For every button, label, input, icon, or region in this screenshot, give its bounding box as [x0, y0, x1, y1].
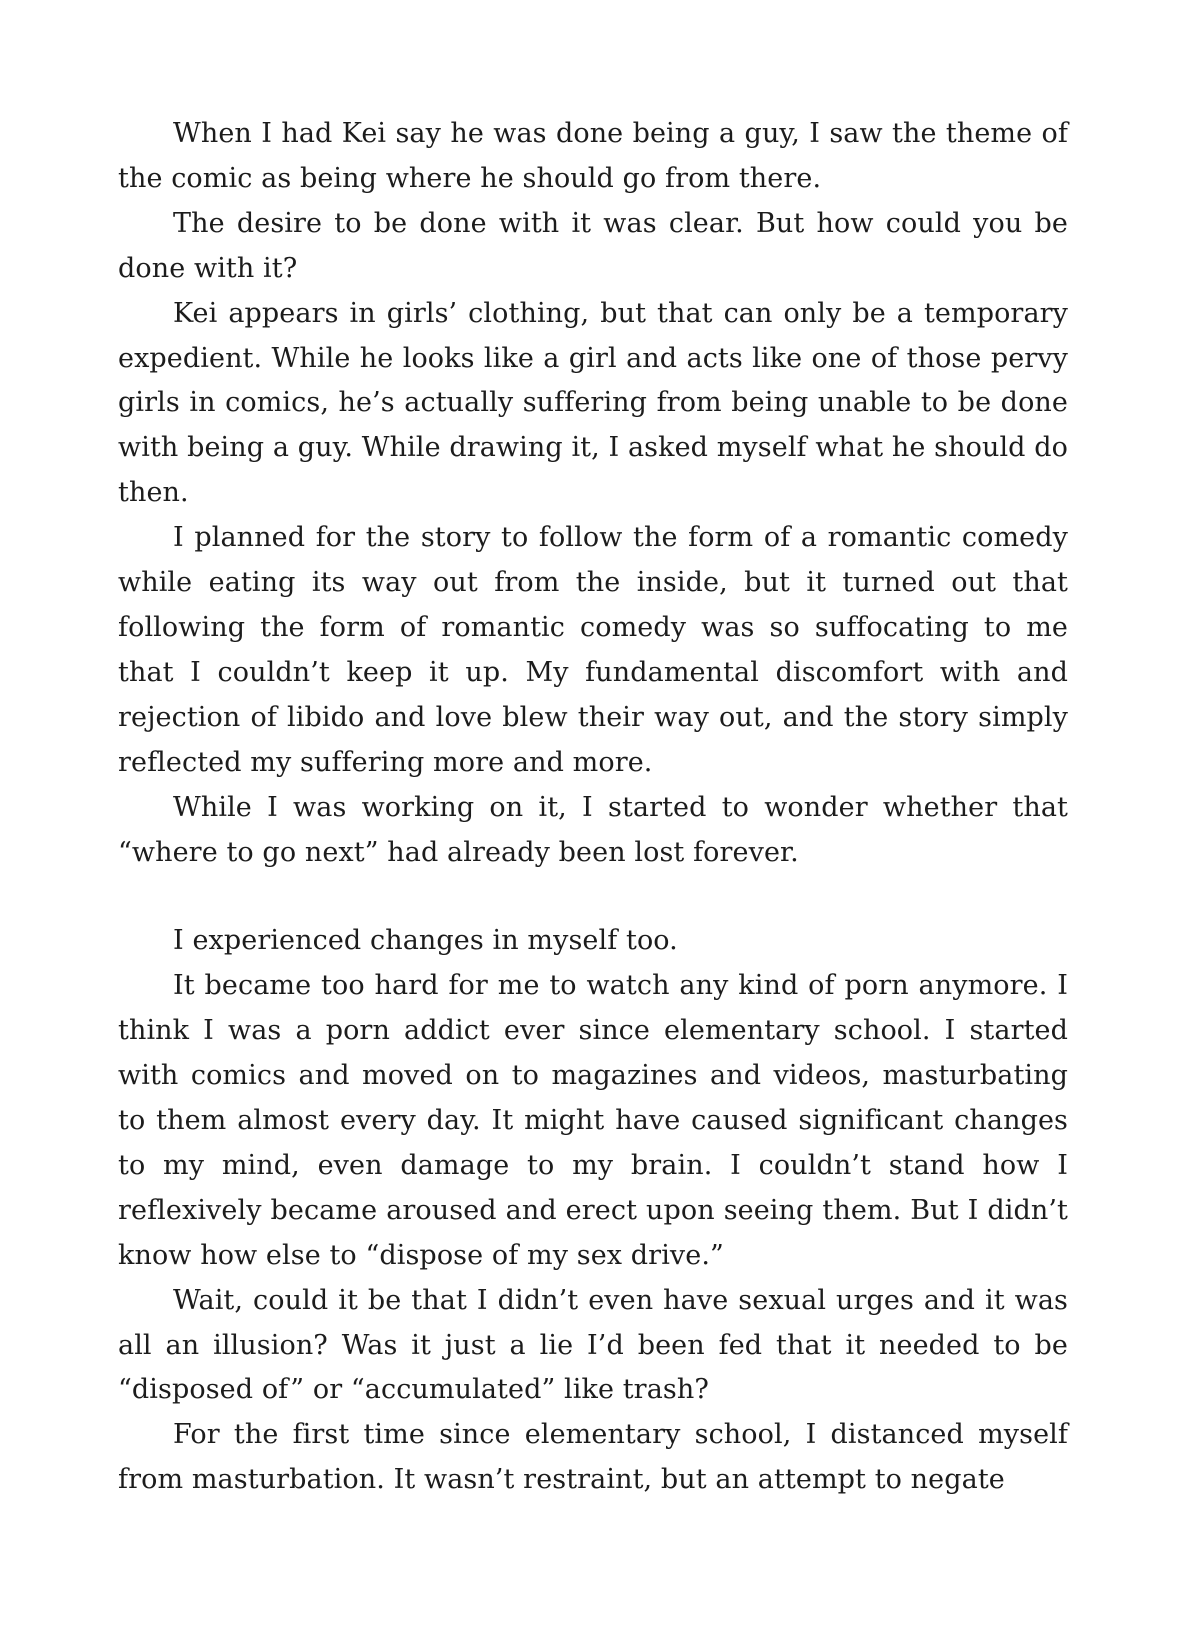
section-break	[118, 875, 1068, 919]
paragraph: Kei appears in girls’ clothing, but that can only be a temporary expedient. While he looks like a girl and acts like one of those pervy girls in comics, he’s actually suffering from being unable to be done with being a guy. While drawing it, I asked myself what he should do then.	[118, 297, 1068, 509]
paragraph: While I was working on it, I started to wonder whether that “where to go next” had already been lost forever.	[118, 791, 1068, 868]
paragraph: Wait, could it be that I didn’t even have sexual urges and it was all an illusion? Was it just a lie I’d been fed that it needed to be “disposed of” or “accumulated” like trash?	[118, 1284, 1068, 1406]
paragraph: For the first time since elementary school, I distanced myself from masturbation. It wasn’t restraint, but an attempt to negate	[118, 1419, 1068, 1496]
page-body	[118, 112, 1068, 1503]
paragraph: I planned for the story to follow the form of a romantic comedy while eating its way out from the inside, but it turned out that following the form of romantic comedy was so suffocating to me that I couldn’t keep it up. My fundamental discomfort with and rejection of libido and love blew their way out, and the story simply reflected my suffering more and more.	[118, 522, 1068, 778]
paragraph: I experienced changes in myself too.	[173, 925, 678, 957]
paragraph: The desire to be done with it was clear. But how could you be done with it?	[118, 207, 1068, 284]
paragraph: It became too hard for me to watch any kind of porn anymore. I think I was a porn addict ever since elementary school. I started with comics and moved on to magazines and videos, masturbating to them almost every day. It might have caused significant changes to my mind, even damage to my brain. I couldn’t stand how I reflexively became aroused and erect upon seeing them. But I didn’t know how else to “dispose of my sex drive.”	[118, 970, 1068, 1271]
paragraph: When I had Kei say he was done being a guy, I saw the theme of the comic as being where he should go from there.	[118, 118, 1068, 194]
